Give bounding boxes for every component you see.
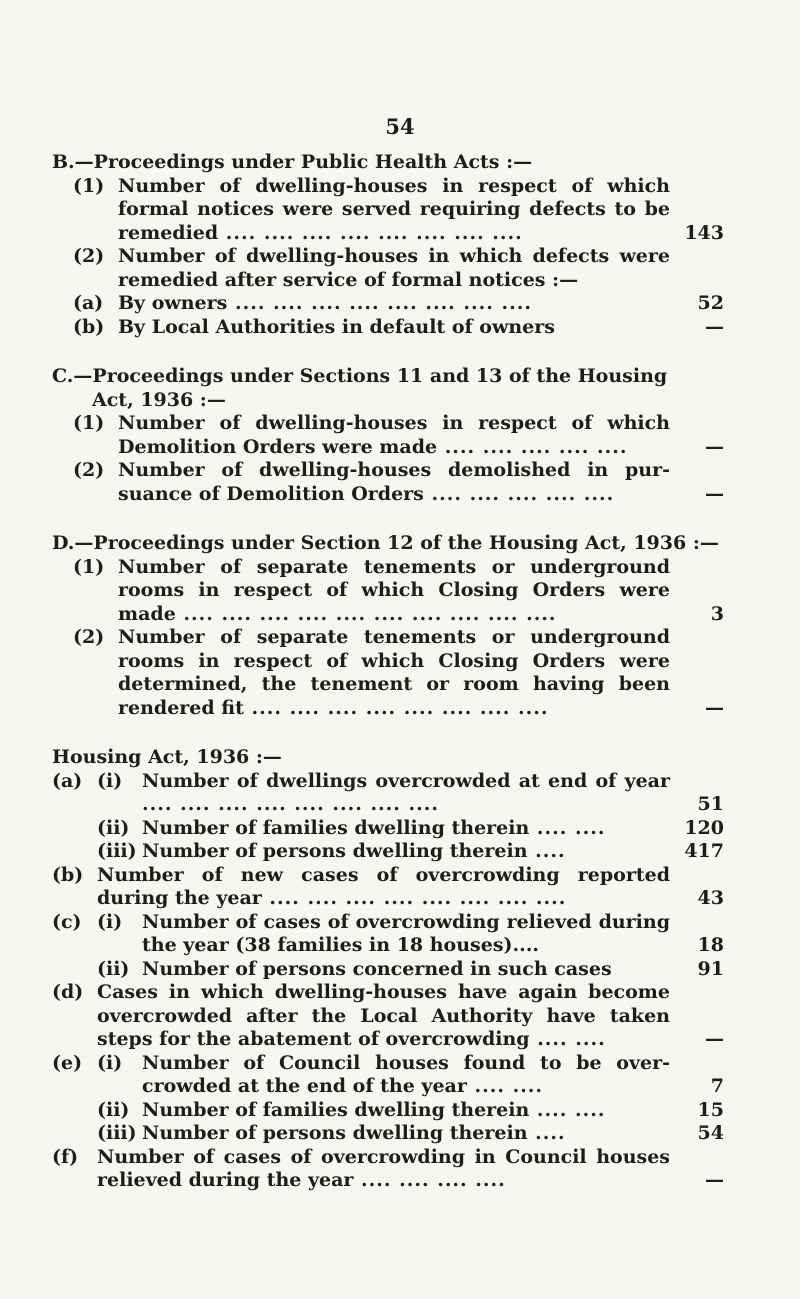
item-value: — bbox=[705, 435, 724, 458]
section-b-item-1 bbox=[73, 175, 724, 246]
item-text-body: Number of dwellings overcrowded at end of year bbox=[142, 769, 670, 792]
item-text bbox=[97, 864, 670, 911]
item-text: Number of persons concerned in such cases bbox=[142, 957, 612, 980]
item-value: 54 bbox=[697, 1122, 724, 1144]
housing-b bbox=[52, 864, 724, 911]
item-value: 143 bbox=[684, 221, 724, 244]
section-c-item-2 bbox=[73, 459, 724, 506]
item-number: (d) bbox=[52, 981, 84, 1003]
housing-a-iii bbox=[97, 840, 724, 864]
sub-item-number: (iii) bbox=[97, 840, 137, 862]
item-value: 7 bbox=[710, 1075, 724, 1097]
item-text-body: Number of persons dwelling therein bbox=[142, 840, 528, 862]
item-text-body: Number of families dwelling therein bbox=[142, 1098, 530, 1121]
item-text-body: By owners bbox=[118, 292, 228, 314]
housing-d bbox=[52, 981, 724, 1052]
page-number: 54 bbox=[385, 114, 415, 139]
item-value: 15 bbox=[697, 1098, 724, 1121]
leader-dots: .... .... .... .... .... bbox=[437, 435, 628, 458]
section-c-heading-cont: Act, 1936 :— bbox=[92, 388, 226, 411]
item-value: 43 bbox=[697, 887, 724, 909]
leader-dots: .... .... .... .... .... bbox=[423, 482, 615, 505]
housing-e-iii bbox=[97, 1122, 724, 1146]
section-housing-act bbox=[52, 746, 724, 1193]
item-value: — bbox=[705, 315, 724, 338]
item-number: (2) bbox=[73, 245, 105, 267]
item-text-body: Number of dwelling-houses in respect of which formal notices were served requiring defects to be remedied bbox=[118, 174, 670, 244]
item-value: — bbox=[705, 1028, 724, 1050]
leader-dots: .... bbox=[527, 1122, 566, 1144]
item-value: — bbox=[705, 696, 724, 719]
item-text-body: Number of persons dwelling therein bbox=[142, 1122, 528, 1144]
item-number: (2) bbox=[73, 459, 105, 481]
item-text-body: Number of cases of overcrowding in Council houses relieved during the year bbox=[97, 1145, 670, 1191]
item-text bbox=[118, 412, 670, 459]
item-number: (e) bbox=[52, 1051, 83, 1074]
sub-item-number: (i) bbox=[97, 769, 123, 792]
item-text bbox=[118, 459, 670, 506]
item-text-body: Number of separate tenements or underground rooms in respect of which Closing Orders were determined, the tenement or room having been rendered fit bbox=[118, 626, 670, 719]
section-d-item-1 bbox=[73, 556, 724, 627]
housing-c-i bbox=[52, 911, 724, 958]
item-text-body: Cases in which dwelling-houses have again become overcrowded after the Local Authority have taken steps for the abatement of overcrowding bbox=[97, 981, 670, 1050]
item-number: (1) bbox=[73, 174, 105, 197]
section-d-item-2 bbox=[73, 626, 724, 720]
item-text bbox=[118, 556, 670, 627]
sub-item-number: (ii) bbox=[97, 1098, 130, 1121]
section-b bbox=[52, 151, 724, 339]
leader-dots: .... .... .... .... .... .... .... .... bbox=[243, 696, 549, 719]
section-c bbox=[52, 365, 724, 506]
item-number: (b) bbox=[52, 863, 84, 886]
section-d bbox=[52, 532, 724, 720]
item-text bbox=[142, 1122, 670, 1146]
leader-dots: .... .... .... .... .... .... .... .... .... .... bbox=[175, 602, 557, 625]
section-b-item-2 bbox=[73, 245, 724, 292]
item-text-body: Number of families dwelling therein bbox=[142, 816, 530, 839]
item-value: 3 bbox=[710, 602, 724, 625]
item-text-body: Number of separate tenements or underground rooms in respect of which Closing Orders were made bbox=[118, 555, 670, 625]
section-c-heading: C.—Proceedings under Sections 11 and 13 of the Housing bbox=[52, 365, 668, 387]
item-value: — bbox=[705, 1169, 724, 1191]
item-number: (b) bbox=[73, 315, 105, 338]
section-d-heading: D.—Proceedings under Section 12 of the Housing Act, 1936 :— bbox=[52, 532, 719, 554]
leader-dots: .... .... bbox=[529, 816, 606, 839]
section-b-heading: B.—Proceedings under Public Health Acts :— bbox=[52, 151, 533, 173]
item-number: (f) bbox=[52, 1145, 79, 1168]
leader-dots: .... .... .... .... .... .... .... .... bbox=[227, 292, 532, 314]
item-number: (1) bbox=[73, 555, 105, 578]
housing-e-i bbox=[52, 1052, 724, 1099]
item-text bbox=[97, 1146, 670, 1193]
item-text bbox=[142, 1052, 670, 1099]
item-text-body: Number of dwelling-houses demolished in pur-suance of Demolition Orders bbox=[118, 459, 670, 505]
section-c-item-1 bbox=[73, 412, 724, 459]
housing-c-ii bbox=[97, 958, 724, 982]
item-value: 120 bbox=[684, 816, 724, 839]
item-text bbox=[97, 981, 670, 1052]
housing-act-heading: Housing Act, 1936 :— bbox=[52, 746, 282, 768]
item-number: (a) bbox=[73, 292, 104, 314]
leader-dots: .... .... .... .... bbox=[353, 1169, 506, 1191]
leader-dots: .... .... bbox=[529, 1098, 606, 1121]
item-text bbox=[142, 770, 670, 817]
item-text: By Local Authorities in default of owners bbox=[118, 315, 555, 338]
item-value: 52 bbox=[697, 292, 724, 314]
item-text bbox=[118, 626, 670, 720]
leader-dots: .... .... .... .... .... .... .... .... bbox=[218, 221, 523, 244]
item-text-body: Number of dwelling-houses in respect of which Demolition Orders were made bbox=[118, 412, 670, 458]
sub-item-number: (i) bbox=[97, 1051, 123, 1074]
leader-dots: .... .... .... .... .... .... .... .... bbox=[261, 887, 567, 909]
housing-a-ii bbox=[97, 817, 724, 841]
item-number: (2) bbox=[73, 626, 105, 648]
item-text: Number of dwelling-houses in which defects were remedied after service of formal notices :— bbox=[118, 245, 670, 291]
item-number: (c) bbox=[52, 910, 82, 933]
sub-item-number: (ii) bbox=[97, 816, 130, 839]
item-text: Number of cases of overcrowding relieved during the year (38 families in 18 houses).... bbox=[142, 910, 670, 956]
sub-item-number: (i) bbox=[97, 910, 123, 933]
leader-dots: .... .... bbox=[529, 1028, 606, 1050]
item-text bbox=[142, 840, 670, 864]
item-text-body: Number of Council houses found to be over-crowded at the end of the year bbox=[142, 1051, 670, 1097]
item-text bbox=[118, 292, 670, 316]
item-text bbox=[142, 817, 670, 841]
item-text bbox=[142, 1099, 670, 1123]
item-value: 417 bbox=[684, 840, 724, 862]
housing-f bbox=[52, 1146, 724, 1193]
item-number: (a) bbox=[52, 769, 83, 792]
document-body bbox=[52, 151, 724, 1219]
sub-item-number: (ii) bbox=[97, 957, 130, 980]
item-number: (1) bbox=[73, 412, 105, 434]
section-b-sub-b bbox=[73, 316, 724, 340]
item-value: — bbox=[705, 482, 724, 505]
leader-dots: .... .... .... .... .... .... .... .... bbox=[142, 793, 439, 815]
item-text bbox=[118, 175, 670, 246]
item-value: 91 bbox=[697, 957, 724, 980]
housing-a-i bbox=[52, 770, 724, 817]
leader-dots: .... bbox=[527, 840, 566, 862]
item-text-body: Number of new cases of overcrowding reported during the year bbox=[97, 863, 670, 909]
leader-dots: .... .... bbox=[466, 1075, 544, 1097]
housing-e-ii bbox=[97, 1099, 724, 1123]
section-b-sub-a bbox=[73, 292, 724, 316]
item-value: 18 bbox=[697, 934, 724, 956]
sub-item-number: (iii) bbox=[97, 1122, 137, 1144]
item-value: 51 bbox=[697, 793, 724, 815]
